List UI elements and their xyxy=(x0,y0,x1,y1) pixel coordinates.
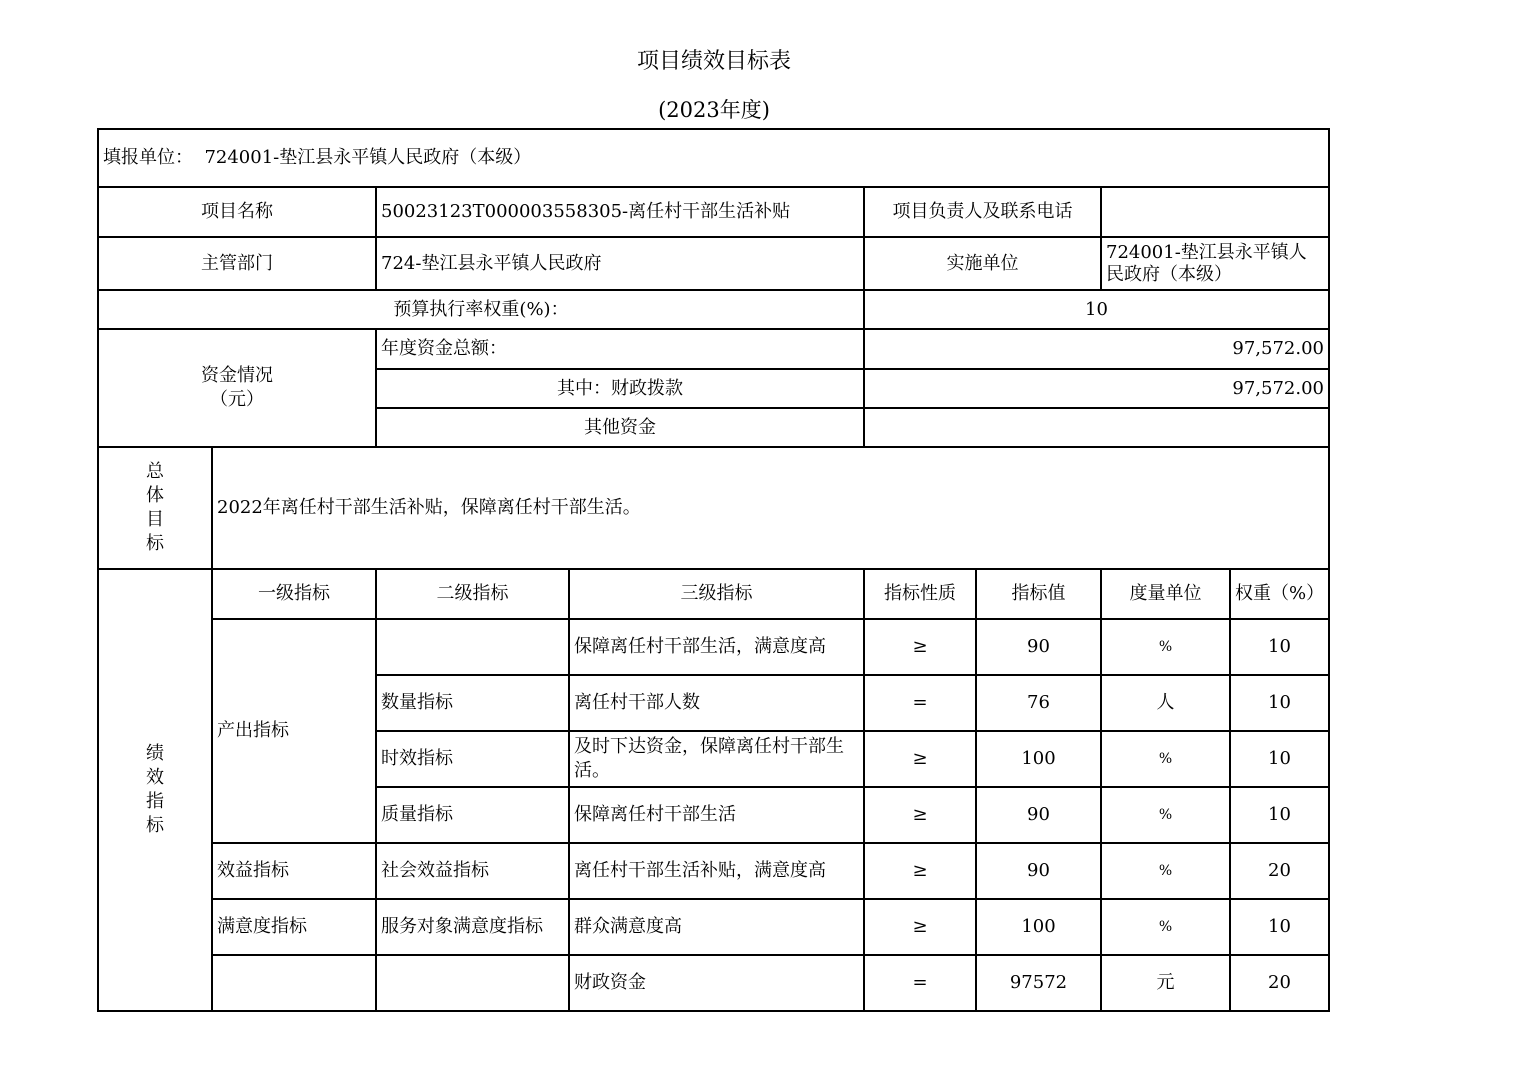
perf-label-char: 绩 xyxy=(146,743,164,764)
row-l2 xyxy=(376,955,569,1011)
unit-value: 724001-垫江县永平镇人民政府（本级） xyxy=(204,147,532,168)
funds-label-line2: （元） xyxy=(210,389,264,410)
row-value: 100 xyxy=(976,899,1101,955)
row-l2: 数量指标 xyxy=(376,675,569,731)
other-label: 其他资金 xyxy=(376,408,864,447)
weight-label: 预算执行率权重(%)： xyxy=(98,290,864,329)
row-nature: ≥ xyxy=(864,899,976,955)
page-subtitle: (2023年度) xyxy=(658,98,770,122)
row-l2: 社会效益指标 xyxy=(376,843,569,899)
impl-label: 实施单位 xyxy=(864,237,1101,290)
row-nature: ≥ xyxy=(864,787,976,843)
perf-label-char: 效 xyxy=(146,767,164,788)
leader-label: 项目负责人及联系电话 xyxy=(864,187,1101,237)
row-l2: 质量指标 xyxy=(376,787,569,843)
perf-label-char: 标 xyxy=(146,815,164,836)
row-value: 97572 xyxy=(976,955,1101,1011)
row-value: 90 xyxy=(976,787,1101,843)
row-l3: 离任村干部生活补贴，满意度高 xyxy=(569,843,864,899)
perf-label-char: 指 xyxy=(146,791,164,812)
header-weight: 权重（%） xyxy=(1230,569,1329,619)
header-l3: 三级指标 xyxy=(569,569,864,619)
header-nature: 指标性质 xyxy=(864,569,976,619)
row-nature: ≥ xyxy=(864,843,976,899)
perf-label xyxy=(98,569,212,1011)
funds-total-row xyxy=(98,329,1329,369)
row-l3: 群众满意度高 xyxy=(569,899,864,955)
fiscal-value: 97,572.00 xyxy=(864,369,1329,408)
unit-row xyxy=(98,129,1329,187)
row-value: 90 xyxy=(976,843,1101,899)
dept-value: 724-垫江县永平镇人民政府 xyxy=(376,237,864,290)
row-l3: 保障离任村干部生活，满意度高 xyxy=(569,619,864,675)
row-l3: 离任村干部人数 xyxy=(569,675,864,731)
project-name-label: 项目名称 xyxy=(98,187,376,237)
project-name-row xyxy=(98,187,1329,237)
dept-row xyxy=(98,237,1329,290)
total-label: 年度资金总额： xyxy=(376,329,864,369)
row-unit: % xyxy=(1101,731,1230,787)
row-unit: % xyxy=(1101,843,1230,899)
row-weight: 10 xyxy=(1230,899,1329,955)
table-row xyxy=(98,843,1329,899)
row-nature: ≥ xyxy=(864,619,976,675)
row-weight: 10 xyxy=(1230,787,1329,843)
table-row xyxy=(98,619,1329,675)
row-weight: 20 xyxy=(1230,843,1329,899)
goal-row xyxy=(98,447,1329,569)
weight-row xyxy=(98,290,1329,329)
row-value: 100 xyxy=(976,731,1101,787)
goal-label-char: 体 xyxy=(146,485,164,506)
dept-label: 主管部门 xyxy=(98,237,376,290)
row-unit: 元 xyxy=(1101,955,1230,1011)
goal-label xyxy=(98,447,212,569)
row-value: 76 xyxy=(976,675,1101,731)
row-l2 xyxy=(376,619,569,675)
row-l1 xyxy=(212,955,376,1011)
total-value: 97,572.00 xyxy=(864,329,1329,369)
row-l3: 财政资金 xyxy=(569,955,864,1011)
fiscal-label: 其中：财政拨款 xyxy=(376,369,864,408)
goal-label-char: 总 xyxy=(146,461,164,482)
output-label: 产出指标 xyxy=(212,619,376,843)
weight-value: 10 xyxy=(864,290,1329,329)
project-name-value: 50023123T000003558305-离任村干部生活补贴 xyxy=(376,187,864,237)
funds-label xyxy=(98,329,376,447)
header-l2: 二级指标 xyxy=(376,569,569,619)
goal-label-char: 目 xyxy=(146,509,164,530)
row-nature: = xyxy=(864,955,976,1011)
header-row xyxy=(98,569,1329,619)
header-value: 指标值 xyxy=(976,569,1101,619)
row-unit: 人 xyxy=(1101,675,1230,731)
goal-text: 2022年离任村干部生活补贴，保障离任村干部生活。 xyxy=(212,447,1329,569)
row-unit: % xyxy=(1101,619,1230,675)
row-l2: 服务对象满意度指标 xyxy=(376,899,569,955)
row-l1: 满意度指标 xyxy=(212,899,376,955)
row-weight: 10 xyxy=(1230,731,1329,787)
row-l2: 时效指标 xyxy=(376,731,569,787)
unit-label: 填报单位： xyxy=(103,147,193,168)
funds-label-line1: 资金情况 xyxy=(201,365,273,386)
other-value xyxy=(864,408,1329,447)
leader-value xyxy=(1101,187,1329,237)
table-row xyxy=(98,955,1329,1011)
performance-table xyxy=(97,128,1330,1012)
row-value: 90 xyxy=(976,619,1101,675)
row-weight: 10 xyxy=(1230,675,1329,731)
row-weight: 20 xyxy=(1230,955,1329,1011)
row-l3: 及时下达资金，保障离任村干部生活。 xyxy=(569,731,864,787)
row-unit: % xyxy=(1101,899,1230,955)
unit-cell xyxy=(98,129,1329,187)
row-nature: = xyxy=(864,675,976,731)
impl-value: 724001-垫江县永平镇人民政府（本级） xyxy=(1101,237,1329,290)
row-weight: 10 xyxy=(1230,619,1329,675)
row-l1: 效益指标 xyxy=(212,843,376,899)
row-l3: 保障离任村干部生活 xyxy=(569,787,864,843)
row-unit: % xyxy=(1101,787,1230,843)
header-unit: 度量单位 xyxy=(1101,569,1230,619)
row-nature: ≥ xyxy=(864,731,976,787)
page-title: 项目绩效目标表 xyxy=(636,49,791,74)
header-l1: 一级指标 xyxy=(212,569,376,619)
table-row xyxy=(98,899,1329,955)
goal-label-char: 标 xyxy=(146,533,164,554)
